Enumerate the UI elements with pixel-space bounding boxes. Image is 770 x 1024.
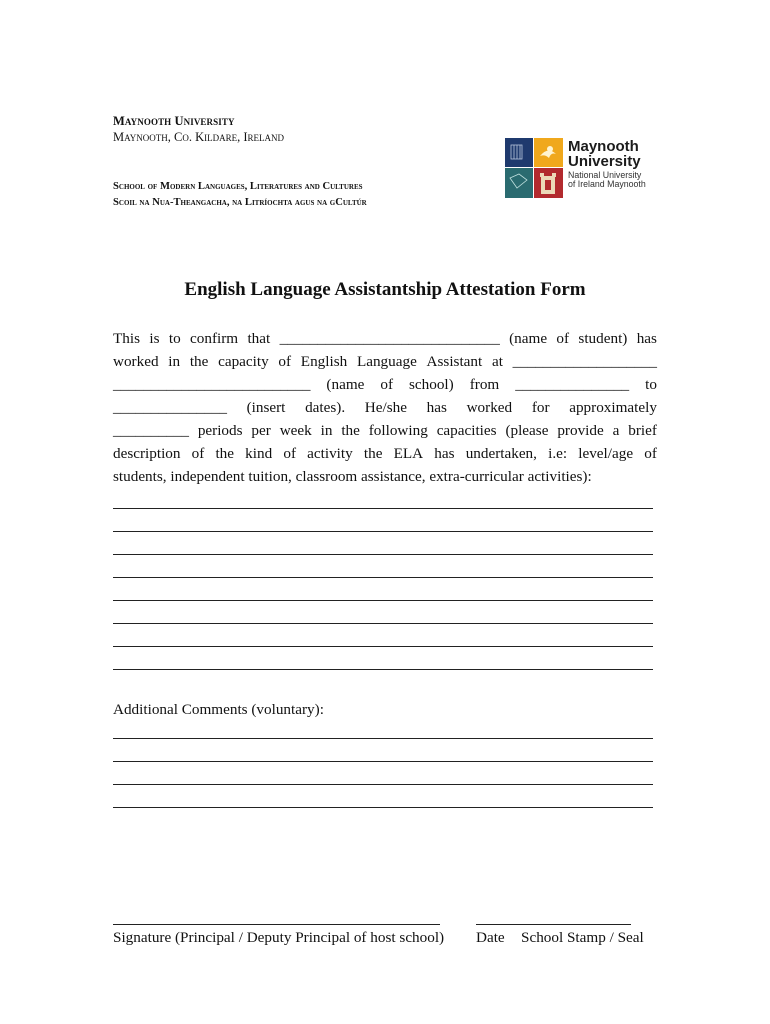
additional-comments-label: Additional Comments (voluntary):	[113, 701, 324, 718]
paragraph-word: of	[191, 445, 205, 462]
school-name-irish: Scoil na Nua-Theangacha, na Litríochta agus na gCultúr	[113, 197, 367, 208]
paragraph-word: confirm	[190, 330, 239, 347]
paragraph-word: a	[612, 422, 620, 439]
comments-answer-line[interactable]	[113, 738, 653, 739]
capacities-answer-line[interactable]	[113, 646, 653, 647]
capacities-answer-line[interactable]	[113, 554, 653, 555]
capacities-answer-line[interactable]	[113, 669, 653, 670]
university-name: Maynooth University	[113, 114, 235, 128]
paragraph-word: in	[320, 422, 333, 439]
paragraph-word: brief	[628, 422, 657, 439]
university-logo	[505, 138, 651, 198]
paragraph-word: week	[279, 422, 312, 439]
paragraph-word: approximately	[569, 399, 657, 416]
paragraph-word: This	[113, 330, 141, 347]
paragraph-word: of	[380, 376, 394, 393]
date-stamp-line[interactable]	[476, 924, 631, 925]
paragraph-word: following	[368, 422, 428, 439]
paragraph-word: at	[491, 353, 503, 370]
capacities-answer-line[interactable]	[113, 531, 653, 532]
paragraph-word: that	[247, 330, 271, 347]
paragraph-line	[113, 442, 657, 465]
paragraph-text: students, independent tuition, classroom assistance, extra-curricular activities):	[113, 468, 592, 485]
paragraph-word: has	[636, 330, 657, 347]
paragraph-word: ___________________	[512, 353, 657, 370]
paragraph-word: English	[300, 353, 348, 370]
comments-answer-line[interactable]	[113, 784, 653, 785]
crest-icon	[505, 138, 563, 198]
capacities-answer-line[interactable]	[113, 623, 653, 624]
paragraph-word: for	[531, 399, 550, 416]
paragraph-word: He/she	[364, 399, 407, 416]
date-label: Date	[476, 929, 505, 946]
capacities-answer-line[interactable]	[113, 600, 653, 601]
paragraph-line	[113, 465, 657, 488]
paragraph-word: _______________	[515, 376, 630, 393]
paragraph-word: school)	[409, 376, 454, 393]
capacities-answer-line[interactable]	[113, 508, 653, 509]
paragraph-line	[113, 396, 657, 419]
paragraph-word: Language	[356, 353, 417, 370]
paragraph-word: to	[168, 330, 181, 347]
paragraph-word: (insert	[246, 399, 286, 416]
paragraph-word: ELA	[393, 445, 424, 462]
paragraph-word: has	[434, 445, 455, 462]
paragraph-word: of	[283, 445, 296, 462]
paragraph-word: worked	[113, 353, 159, 370]
paragraph-word: in	[168, 353, 181, 370]
paragraph-word: (name	[326, 376, 365, 393]
form-title: English Language Assistantship Attestation Form	[184, 279, 586, 300]
comments-answer-line[interactable]	[113, 807, 653, 808]
capacities-answer-line[interactable]	[113, 577, 653, 578]
paragraph-word: undertaken,	[465, 445, 537, 462]
logo-wordmark-line2: University	[568, 153, 641, 170]
paragraph-word: the	[215, 445, 235, 462]
paragraph-word: the	[189, 353, 209, 370]
paragraph-word: dates).	[305, 399, 346, 416]
paragraph-word: description	[113, 445, 181, 462]
school-name-english: School of Modern Languages, Literatures and Cultures	[113, 181, 363, 192]
logo-wordmark-line1: Maynooth	[568, 138, 639, 155]
paragraph-word: student)	[578, 330, 628, 347]
paragraph-word: capacity	[218, 353, 269, 370]
paragraph-word: __________	[113, 422, 189, 439]
signature-label: Signature (Principal / Deputy Principal of host school)	[113, 929, 445, 946]
paragraph-word: i.e:	[548, 445, 568, 462]
paragraph-word: level/age	[578, 445, 634, 462]
paragraph-word: __________________________	[113, 376, 311, 393]
paragraph-line	[113, 350, 657, 373]
paragraph-word: the	[341, 422, 360, 439]
paragraph-word: (name	[509, 330, 548, 347]
school-stamp-label: School Stamp / Seal	[521, 929, 644, 946]
paragraph-word: kind	[245, 445, 273, 462]
paragraph-word: of	[278, 353, 292, 370]
paragraph-word: provide	[557, 422, 604, 439]
paragraph-word: Assistant	[426, 353, 483, 370]
paragraph-word: activity	[307, 445, 353, 462]
paragraph-word: periods	[197, 422, 243, 439]
paragraph-word: of	[556, 330, 570, 347]
paragraph-word: _______________	[113, 399, 227, 416]
comments-answer-line[interactable]	[113, 761, 653, 762]
paragraph-word: the	[363, 445, 383, 462]
paragraph-word: capacities	[436, 422, 497, 439]
university-address: Maynooth, Co. Kildare, Ireland	[113, 130, 285, 144]
logo-subtitle-line2: of Ireland Maynooth	[568, 179, 646, 189]
paragraph-word: _____________________________	[279, 330, 500, 347]
logo-subtitle-line1: National University	[568, 170, 642, 180]
paragraph-line	[113, 327, 657, 350]
paragraph-word: from	[469, 376, 500, 393]
paragraph-word: to	[645, 376, 657, 393]
paragraph-word: is	[149, 330, 160, 347]
paragraph-line	[113, 419, 657, 442]
signature-line[interactable]	[113, 924, 440, 925]
paragraph-word: (please	[505, 422, 549, 439]
paragraph-word: per	[251, 422, 271, 439]
paragraph-line	[113, 373, 657, 396]
attestation-paragraph	[113, 327, 657, 488]
paragraph-word: worked	[466, 399, 513, 416]
paragraph-word: of	[644, 445, 657, 462]
paragraph-word: has	[426, 399, 447, 416]
